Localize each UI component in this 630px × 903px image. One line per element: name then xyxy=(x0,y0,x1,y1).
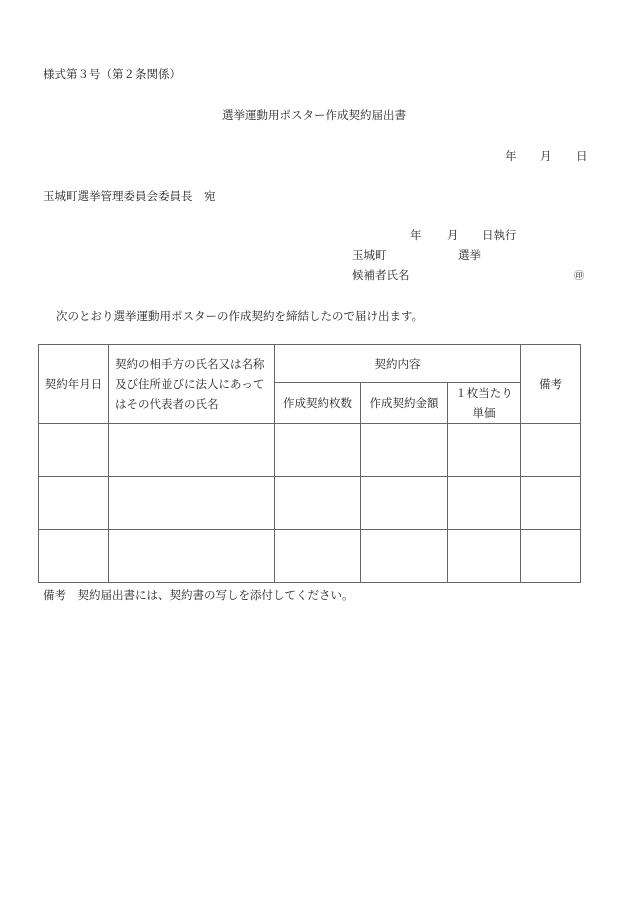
table-row xyxy=(39,530,581,583)
contract-table xyxy=(38,344,581,583)
cell-contract-date[interactable] xyxy=(39,530,109,583)
submission-month-label: 月 xyxy=(540,149,552,163)
election-month-label: 月 xyxy=(447,228,459,242)
note-text: 備考 契約届出書には、契約書の写しを添付してください。 xyxy=(43,588,354,602)
cell-amount[interactable] xyxy=(361,424,448,477)
cell-unit-price[interactable] xyxy=(448,530,521,583)
cell-quantity[interactable] xyxy=(275,424,361,477)
header-quantity: 作成契約枚数 xyxy=(275,383,361,424)
cell-quantity[interactable] xyxy=(275,530,361,583)
document-title: 選挙運動用ポスター作成契約届出書 xyxy=(222,108,406,122)
submission-day-label: 日 xyxy=(576,149,588,163)
header-counterparty xyxy=(109,345,275,424)
cell-counterparty[interactable] xyxy=(109,424,275,477)
header-counterparty-line3: はその代表者の氏名 xyxy=(115,397,219,411)
form-number: 様式第３号（第２条関係） xyxy=(43,67,181,81)
cell-unit-price[interactable] xyxy=(448,477,521,530)
header-contract-details: 契約内容 xyxy=(275,345,521,383)
cell-unit-price[interactable] xyxy=(448,424,521,477)
header-counterparty-line2: 及び住所並びに法人にあって xyxy=(115,377,265,391)
cell-amount[interactable] xyxy=(361,477,448,530)
header-amount: 作成契約金額 xyxy=(361,383,448,424)
header-unit-price xyxy=(448,383,521,424)
election-day-label: 日執行 xyxy=(482,228,517,242)
election-year-label: 年 xyxy=(410,228,422,242)
cell-remarks[interactable] xyxy=(521,530,581,583)
submission-year-label: 年 xyxy=(505,149,517,163)
town-label: 玉城町 xyxy=(352,248,387,262)
seal-icon: ㊞ xyxy=(574,271,584,282)
cell-contract-date[interactable] xyxy=(39,424,109,477)
header-counterparty-line1: 契約の相手方の氏名又は名称 xyxy=(115,357,265,371)
header-unit-price-line2: 単価 xyxy=(472,406,496,420)
candidate-name-label: 候補者氏名 xyxy=(352,268,410,282)
table-row xyxy=(39,424,581,477)
cell-remarks[interactable] xyxy=(521,424,581,477)
header-remarks: 備考 xyxy=(521,345,581,424)
election-label: 選挙 xyxy=(458,248,481,262)
cell-contract-date[interactable] xyxy=(39,477,109,530)
intro-text: 次のとおり選挙運動用ポスターの作成契約を締結したので届け出ます。 xyxy=(56,309,424,323)
cell-counterparty[interactable] xyxy=(109,530,275,583)
addressee: 玉城町選挙管理委員会委員長 宛 xyxy=(43,189,216,203)
header-contract-date: 契約年月日 xyxy=(39,345,109,424)
header-unit-price-line1: １枚当たり xyxy=(455,386,513,400)
cell-quantity[interactable] xyxy=(275,477,361,530)
table-header-row xyxy=(39,345,581,383)
cell-amount[interactable] xyxy=(361,530,448,583)
cell-remarks[interactable] xyxy=(521,477,581,530)
cell-counterparty[interactable] xyxy=(109,477,275,530)
table-row xyxy=(39,477,581,530)
